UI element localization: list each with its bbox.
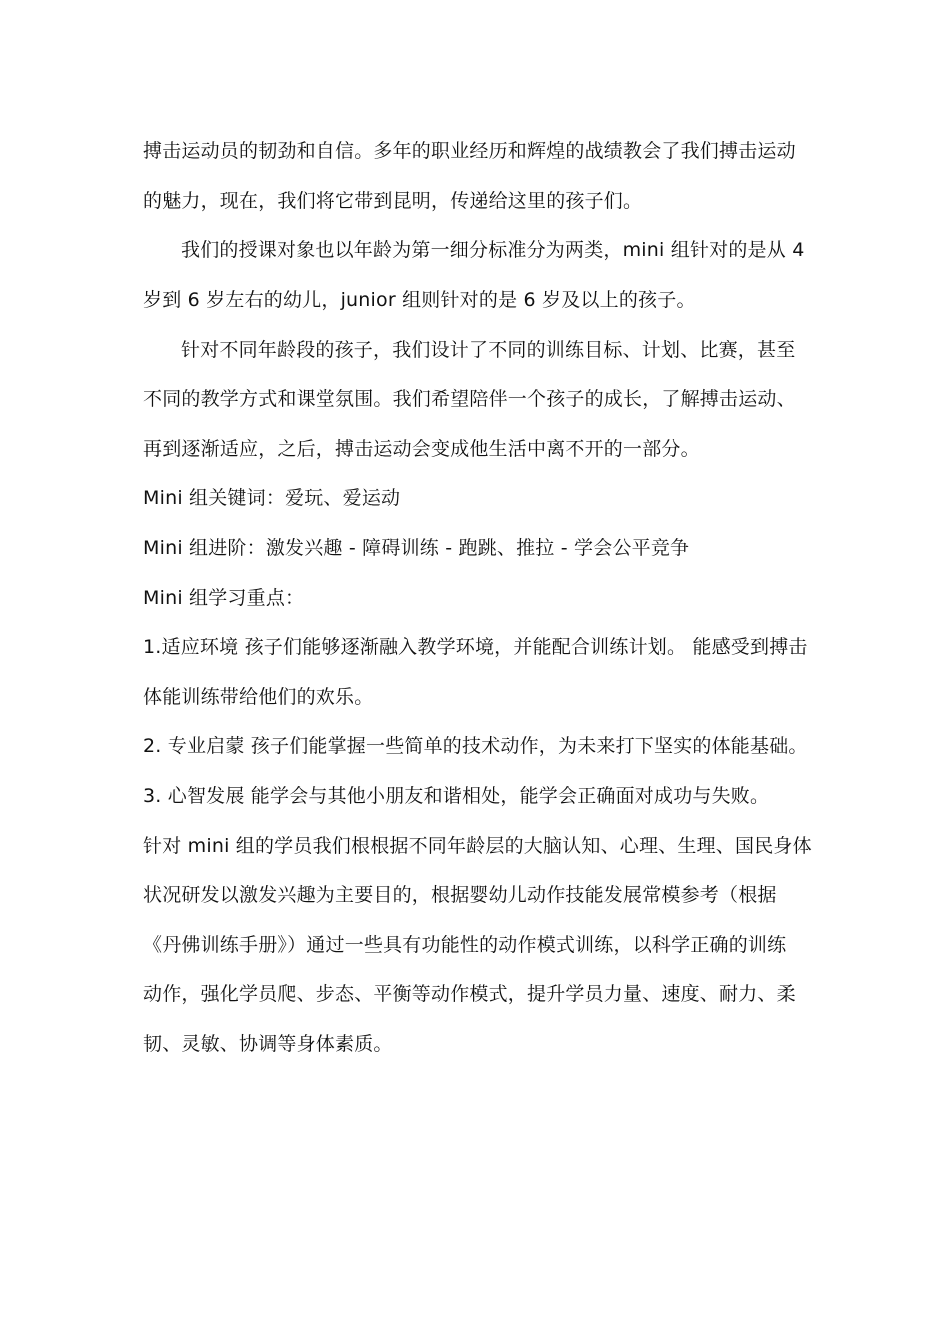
paragraph-3-line-1: 针对不同年龄段的孩子，我们设计了不同的训练目标、计划、比赛，甚至	[181, 339, 796, 361]
paragraph-3-line-2: 不同的教学方式和课堂氛围。我们希望陪伴一个孩子的成长，了解搏击运动、	[143, 388, 796, 410]
focus-item-1-line-2: 体能训练带给他们的欢乐。	[143, 686, 374, 708]
paragraph-4-line-3: 《丹佛训练手册》）通过一些具有功能性的动作模式训练，以科学正确的训练	[143, 934, 787, 956]
paragraph-2-line-2: 岁到 6 岁左右的幼儿，junior 组则针对的是 6 岁及以上的孩子。	[143, 289, 696, 311]
paragraph-4-line-4: 动作，强化学员爬、步态、平衡等动作模式，提升学员力量、速度、耐力、柔	[143, 983, 796, 1005]
paragraph-1-line-1: 搏击运动员的韧劲和自信。多年的职业经历和辉煌的战绩教会了我们搏击运动	[143, 140, 796, 162]
focus-item-2: 2. 专业启蒙 孩子们能掌握一些简单的技术动作，为未来打下坚实的体能基础。	[143, 735, 808, 757]
focus-item-1-line-1: 1.适应环境 孩子们能够逐渐融入教学环境，并能配合训练计划。 能感受到搏击	[143, 636, 808, 658]
paragraph-4-line-1: 针对 mini 组的学员我们根根据不同年龄层的大脑认知、心理、生理、国民身体	[143, 835, 812, 857]
paragraph-3-line-3: 再到逐渐适应，之后，搏击运动会变成他生活中离不开的一部分。	[143, 438, 700, 460]
paragraph-4-line-2: 状况研发以激发兴趣为主要目的，根据婴幼儿动作技能发展常模参考（根据	[143, 884, 777, 906]
mini-keywords: Mini 组关键词：爱玩、爱运动	[143, 487, 401, 509]
mini-progression: Mini 组进阶：激发兴趣 - 障碍训练 - 跑跳、推拉 - 学会公平竞争	[143, 537, 690, 559]
mini-learning-focus-heading: Mini 组学习重点：	[143, 587, 305, 609]
paragraph-2-line-1: 我们的授课对象也以年龄为第一细分标准分为两类，mini 组针对的是从 4	[181, 239, 805, 261]
focus-item-3: 3. 心智发展 能学会与其他小朋友和谐相处，能学会正确面对成功与失败。	[143, 785, 770, 807]
paragraph-4-line-5: 韧、灵敏、协调等身体素质。	[143, 1033, 393, 1055]
paragraph-1-line-2: 的魅力，现在，我们将它带到昆明，传递给这里的孩子们。	[143, 190, 643, 212]
